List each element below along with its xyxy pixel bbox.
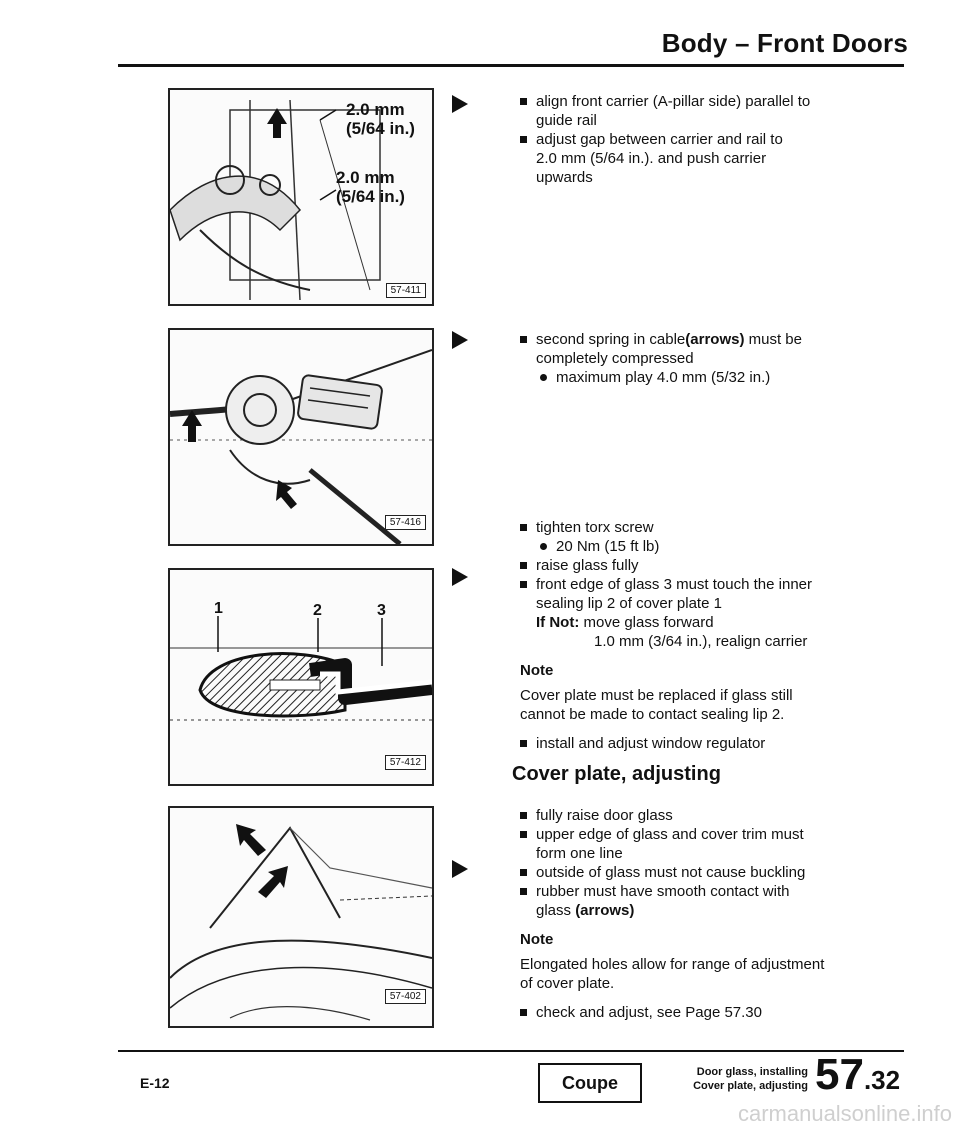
pointer-arrow-icon-3 — [452, 568, 468, 586]
callout-number-2: 2 — [313, 602, 322, 619]
section-title: Cover plate, adjusting — [512, 763, 721, 785]
step-front-edge: front edge of glass 3 must touch the inner sealing lip 2 of cover plate 1 If Not: move glass forward — [520, 575, 900, 632]
gap-label-top-mm: 2.0 mm — [346, 100, 405, 119]
step-raise-glass: raise glass fully — [520, 556, 900, 575]
footer-rule — [118, 1050, 904, 1052]
note-label: Note — [520, 662, 554, 679]
figure-window-regulator — [168, 328, 434, 546]
footer-topic-1: Door glass, installing — [696, 1066, 808, 1078]
instructions-spring — [520, 330, 900, 387]
figure-code: 57-411 — [386, 283, 426, 298]
pointer-arrow-icon-4 — [452, 860, 468, 878]
sealing-lip-illustration — [170, 570, 432, 784]
footer-topic-2: Cover plate, adjusting — [693, 1080, 808, 1092]
step-upper-edge: upper edge of glass and cover trim must form one line — [520, 825, 900, 863]
step-rubber-contact: rubber must have smooth contact with glass (arrows) — [520, 882, 900, 920]
note-text-2: Elongated holes allow for range of adjustment of cover plate. — [520, 956, 825, 992]
step-tighten-screw: tighten torx screw — [520, 518, 900, 537]
callout-number-1: 1 — [214, 600, 223, 617]
figure-code: 57-416 — [385, 515, 426, 530]
gap-label-bottom — [336, 168, 405, 206]
figure-sealing-lip — [168, 568, 434, 786]
page-suffix: .32 — [863, 1065, 901, 1095]
footer-topics — [658, 1065, 808, 1093]
instructions-glass — [520, 518, 900, 753]
model-badge: Coupe — [538, 1063, 642, 1103]
figure-carrier-gap — [168, 88, 434, 306]
figure-cover-plate — [168, 806, 434, 1028]
step-adjust-gap: adjust gap between carrier and rail to 2.0 mm (5/64 in.). and push carrier upwards — [520, 130, 900, 187]
up-arrow-icon — [267, 108, 287, 138]
watermark: carmanualsonline.info — [737, 1101, 952, 1126]
diagonal-arrow-icon-upper — [236, 824, 266, 856]
step-compress-spring: second spring in cable(arrows) must be completely compressed — [520, 330, 900, 368]
header-rule — [118, 64, 904, 67]
gap-label-bottom-in: (5/64 in.) — [336, 187, 405, 206]
gap-label-bottom-mm: 2.0 mm — [336, 168, 395, 187]
step-align-carrier: align front carrier (A-pillar side) parallel to guide rail — [520, 92, 900, 130]
gap-label-top — [346, 100, 415, 138]
section-number: 57 — [815, 1050, 864, 1099]
step-realign-carrier: 1.0 mm (3/64 in.), realign carrier — [594, 633, 808, 650]
step-check-adjust: check and adjust, see Page 57.30 — [520, 1003, 900, 1022]
step-no-buckling: outside of glass must not cause buckling — [520, 863, 900, 882]
note-label-2: Note — [520, 931, 554, 948]
instructions-cover-plate — [520, 806, 900, 1022]
step-install-regulator: install and adjust window regulator — [520, 734, 900, 753]
figure-code: 57-402 — [385, 989, 426, 1004]
substep-torque: 20 Nm (15 ft lb) — [520, 537, 900, 556]
figure-code: 57-412 — [385, 755, 426, 770]
window-regulator-illustration — [170, 330, 432, 544]
step-raise-door-glass: fully raise door glass — [520, 806, 900, 825]
pointer-arrow-icon-2 — [452, 331, 468, 349]
pointer-arrow-icon-1 — [452, 95, 468, 113]
substep-max-play: maximum play 4.0 mm (5/32 in.) — [520, 368, 900, 387]
page-number — [815, 1050, 900, 1100]
note-text: Cover plate must be replaced if glass still cannot be made to contact sealing lip 2. — [520, 687, 793, 723]
left-page-code: E-12 — [140, 1075, 170, 1091]
instructions-carrier — [520, 92, 900, 187]
diagonal-arrow-icon-lower — [258, 866, 288, 898]
callout-number-3: 3 — [377, 602, 386, 619]
gap-label-top-in: (5/64 in.) — [346, 119, 415, 138]
page-header-title: Body – Front Doors — [661, 28, 908, 58]
